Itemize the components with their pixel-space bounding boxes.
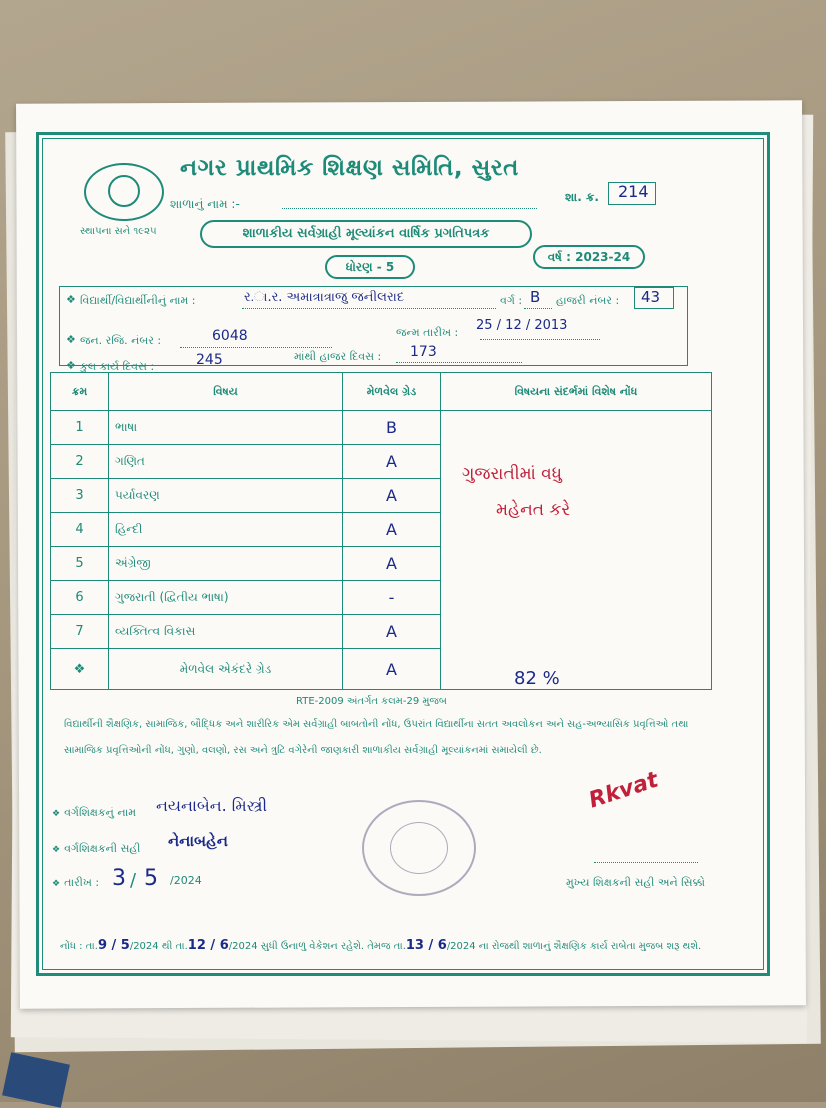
row-remark bbox=[441, 615, 712, 649]
row-remark bbox=[441, 411, 712, 445]
note-vacation-start: 9 / 5 bbox=[97, 938, 130, 953]
row-grade: A bbox=[343, 615, 441, 649]
row-subject: અંગ્રેજી bbox=[109, 547, 343, 581]
table-row bbox=[51, 445, 712, 479]
year-label: વર્ષ : 2023-24 bbox=[533, 245, 645, 269]
header-grade: મેળવેલ ગ્રેડ bbox=[343, 373, 441, 411]
overall-grade-label: મેળવેલ એકંદરે ગ્રેડ bbox=[109, 649, 343, 690]
seal-inner-ring bbox=[390, 822, 448, 874]
present-days-label: માંથી હાજર દિવસ : bbox=[294, 350, 382, 363]
class-line bbox=[524, 308, 552, 309]
teacher-signature: નેનાબહેન bbox=[168, 832, 228, 850]
note-text-1: /2024 થી તા. bbox=[129, 941, 188, 952]
row-grade: B bbox=[343, 411, 441, 445]
row-subject: ભાષા bbox=[109, 411, 343, 445]
overall-remark bbox=[441, 649, 712, 690]
row-grade: A bbox=[343, 513, 441, 547]
remark-line-2: મહેનત કરે bbox=[496, 500, 571, 520]
assessment-paragraph: વિદ્યાર્થીની શૈક્ષણિક, સામાજિક, બૌદ્ધિક અને શારીરિક એમ સર્વગ્રાહી બાબતોની નોંધ, ઉપરાંત વિદ્યાર્થીના સતત અવલોકન અને સહ-અભ્યાસિક પ્રવૃત્તિઓ તથા સામાજિક પ્રવૃત્તિઓની નોંધ, ગુણો, વલણો, રસ અને ત્રુટિ વગેરેની જાણકારી શાળાકીય સર્વગ્રાહી મૂલ્યાંકનમાં સમાયેલી છે. bbox=[64, 719, 689, 756]
remark-line-1: ગુજરાતીમાં વધુ bbox=[462, 464, 562, 484]
school-number-label: શા. ક્ર. bbox=[565, 190, 599, 204]
row-serial: 6 bbox=[51, 581, 109, 615]
date-slash: / bbox=[130, 870, 137, 891]
principal-signature: Rkvat bbox=[585, 767, 662, 814]
row-grade: A bbox=[343, 479, 441, 513]
dob-value: 25 / 12 / 2013 bbox=[476, 318, 568, 333]
row-grade: A bbox=[343, 445, 441, 479]
logo-established-text: સ્થાપના સને ૧૯૨૫ bbox=[80, 226, 157, 237]
principal-signature-line bbox=[594, 862, 698, 863]
grades-table bbox=[50, 372, 712, 690]
class-label: વર્ગ : bbox=[500, 294, 523, 307]
row-subject: ગુજરાતી (દ્વિતીય ભાષા) bbox=[109, 581, 343, 615]
table-row bbox=[51, 513, 712, 547]
attendance-number-value: 43 bbox=[641, 288, 661, 306]
logo-emblem-icon bbox=[108, 175, 140, 207]
bullet-icon: ❖ bbox=[66, 359, 76, 372]
date-row bbox=[52, 876, 99, 890]
row-serial: 2 bbox=[51, 445, 109, 479]
header-serial: ક્રમ bbox=[51, 373, 109, 411]
gr-number-value: 6048 bbox=[212, 328, 248, 344]
table-row bbox=[51, 479, 712, 513]
row-serial: 4 bbox=[51, 513, 109, 547]
note-prefix: નોંધ : તા. bbox=[60, 941, 98, 952]
overall-grade-row bbox=[51, 649, 712, 690]
working-days-label: કુલ કાર્ય દિવસ : bbox=[80, 360, 155, 373]
bullet-icon: ❖ bbox=[52, 845, 61, 855]
row-remark bbox=[441, 547, 712, 581]
date-day: 3 bbox=[112, 866, 126, 891]
row-serial: 5 bbox=[51, 547, 109, 581]
dob-line bbox=[480, 339, 600, 340]
row-remark bbox=[441, 513, 712, 547]
working-days-value: 245 bbox=[196, 352, 223, 368]
teacher-name-row bbox=[52, 806, 136, 820]
row-serial: 7 bbox=[51, 615, 109, 649]
table-row bbox=[51, 581, 712, 615]
teacher-signature-row bbox=[52, 842, 140, 856]
date-month: 5 bbox=[144, 866, 158, 891]
row-serial: 3 bbox=[51, 479, 109, 513]
table-row bbox=[51, 547, 712, 581]
report-title: શાળાકીય સર્વગ્રાહી મૂલ્યાંકન વાર્ષિક પ્રગતિપત્રક bbox=[200, 220, 532, 248]
overall-bullet-icon: ❖ bbox=[51, 649, 109, 690]
row-serial: 1 bbox=[51, 411, 109, 445]
school-number-value: 214 bbox=[618, 182, 649, 201]
table-header-row bbox=[51, 373, 712, 411]
note-reopen-date: 13 / 6 bbox=[405, 938, 447, 953]
student-name-label: વિદ્યાર્થી/વિદ્યાર્થીનીનું નામ : bbox=[80, 294, 196, 307]
note-vacation-end: 12 / 6 bbox=[187, 938, 229, 953]
bullet-icon: ❖ bbox=[66, 293, 76, 306]
overall-grade-value: A bbox=[343, 649, 441, 690]
date-label: તારીખ : bbox=[64, 876, 100, 889]
present-days-line bbox=[396, 362, 522, 363]
gr-number-line bbox=[180, 347, 332, 348]
school-seal-stamp bbox=[362, 800, 476, 896]
bullet-icon: ❖ bbox=[52, 809, 61, 819]
teacher-name-value: નયનાબેન. મિસ્ત્રી bbox=[156, 796, 268, 815]
row-grade: A bbox=[343, 547, 441, 581]
student-name-value: ર.ા.ર. અમાત્રાત્રાજુ જનીલરાદ bbox=[244, 290, 405, 305]
page-title: નગર પ્રાથમિક શિક્ષણ સમિતિ, સુરત bbox=[180, 155, 519, 181]
note-text-2: /2024 સુધી ઉનાળુ વેકેશન રહેશે. તેમજ તા. bbox=[228, 941, 406, 952]
class-value: B bbox=[530, 288, 541, 306]
vacation-note bbox=[60, 938, 701, 953]
bullet-icon: ❖ bbox=[52, 879, 61, 889]
principal-label: મુખ્ય શિક્ષકની સહી અને સિક્કો bbox=[566, 876, 706, 889]
percentage-value: 82 % bbox=[514, 668, 560, 689]
date-year: /2024 bbox=[170, 874, 202, 887]
note-text-3: /2024 ના રોજથી શાળાનું શૈક્ષણિક કાર્ય રાબેતા મુજબ શરૂ થશે. bbox=[446, 941, 702, 952]
row-subject: હિન્દી bbox=[109, 513, 343, 547]
rte-heading: RTE-2009 અંતર્ગત કલમ-29 મુજબ bbox=[296, 696, 447, 707]
row-remark bbox=[441, 581, 712, 615]
gr-number-label: જન. રજિ. નંબર : bbox=[80, 334, 162, 347]
row-grade: - bbox=[343, 581, 441, 615]
present-days-value: 173 bbox=[410, 344, 437, 360]
school-name-line bbox=[282, 208, 537, 209]
dob-label: જન્મ તારીખ : bbox=[396, 326, 459, 339]
row-subject: વ્યક્તિત્વ વિકાસ bbox=[109, 615, 343, 649]
attendance-number-label: હાજરી નંબર : bbox=[556, 294, 620, 307]
school-name-label: શાળાનું નામ :- bbox=[170, 197, 240, 211]
student-name-line bbox=[242, 308, 496, 309]
teacher-name-label: વર્ગશિક્ષકનું નામ bbox=[64, 806, 137, 819]
table-row bbox=[51, 411, 712, 445]
bullet-icon: ❖ bbox=[66, 333, 76, 346]
row-subject: પર્યાવરણ bbox=[109, 479, 343, 513]
header-remarks: વિષયના સંદર્ભમાં વિશેષ નોંધ bbox=[441, 373, 712, 411]
grade-label: ધોરણ - 5 bbox=[325, 255, 415, 279]
committee-logo bbox=[84, 163, 164, 221]
teacher-signature-label: વર્ગશિક્ષકની સહી bbox=[64, 842, 141, 855]
table-row bbox=[51, 615, 712, 649]
row-subject: ગણિત bbox=[109, 445, 343, 479]
header-subject: વિષય bbox=[109, 373, 343, 411]
